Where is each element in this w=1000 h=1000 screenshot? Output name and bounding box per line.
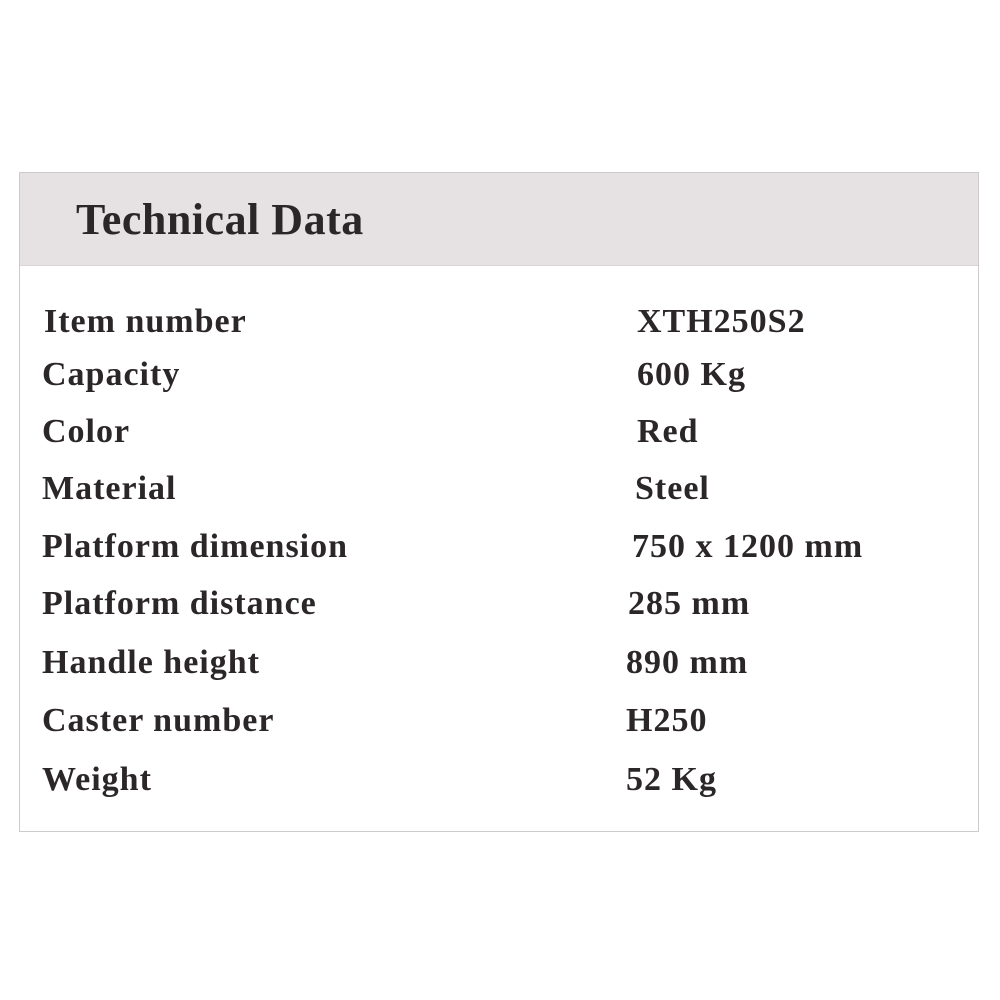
spec-label-platform-dimension: Platform dimension	[42, 528, 349, 565]
spec-value-item-number: XTH250S2	[637, 303, 806, 340]
spec-label-material: Material	[42, 470, 177, 507]
spec-value-caster-number: H250	[626, 702, 708, 739]
spec-label-platform-distance: Platform distance	[42, 585, 317, 622]
spec-value-material: Steel	[635, 470, 710, 507]
technical-data-card	[19, 172, 979, 832]
spec-label-weight: Weight	[42, 761, 152, 798]
spec-label-item-number: Item number	[44, 303, 247, 340]
spec-label-caster-number: Caster number	[42, 702, 275, 739]
spec-label-handle-height: Handle height	[42, 644, 260, 681]
spec-value-weight: 52 Kg	[626, 761, 717, 798]
spec-value-platform-dimension: 750 x 1200 mm	[632, 528, 864, 565]
spec-label-capacity: Capacity	[42, 356, 181, 393]
card-title: Technical Data	[76, 194, 364, 244]
spec-value-capacity: 600 Kg	[637, 356, 746, 393]
spec-value-color: Red	[637, 413, 699, 450]
spec-table	[20, 173, 978, 831]
spec-label-color: Color	[42, 413, 131, 450]
spec-value-platform-distance: 285 mm	[628, 585, 751, 622]
spec-value-handle-height: 890 mm	[626, 644, 749, 681]
